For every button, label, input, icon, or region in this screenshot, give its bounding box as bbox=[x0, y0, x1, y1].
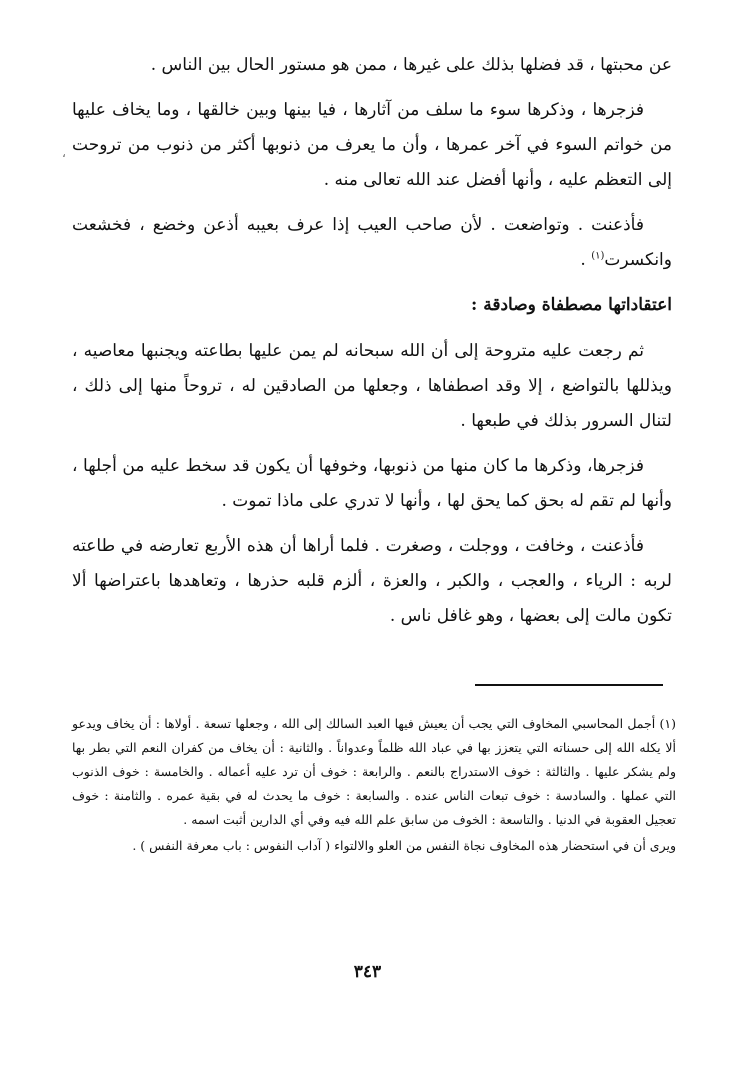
paragraph-6: فأذعنت ، وخافت ، ووجلت ، وصغرت . فلما أراها أن هذه الأربع تعارضه في طاعته لربه : الرياء ، والعجب ، والكبر ، والعزة ، ألزم قلبه حذرها ، وتعاهدها باعتراضها ألا تكون مالت إلى بعضها ، وهو غافل ناس . bbox=[72, 536, 672, 626]
main-text bbox=[72, 48, 672, 644]
paragraph-3 bbox=[72, 208, 672, 278]
paragraph-5: فزجرها، وذكرها ما كان منها من ذنوبها، وخوفها أن يكون قد سخط عليه من أجلها ، وأنها لم تقم له بحق كما يحق لها ، وأنها لا تدري على ماذا تموت . bbox=[72, 456, 672, 511]
footnotes bbox=[72, 712, 676, 860]
margin-mark: ، bbox=[62, 146, 66, 160]
paragraph-4: ثم رجعت عليه متروحة إلى أن الله سبحانه لم يمن عليها بطاعته ويجنبها معاصيه ، ويذللها بالتواضع ، إلا وقد اصطفاها ، وجعلها من الصادقين له ، تروحاً منها إلى ذلك ، لتنال السرور بذلك في طبعها . bbox=[72, 341, 672, 431]
footnote-1: (١) أجمل المحاسبي المخاوف التي يجب أن يعيش فيها العبد السالك إلى الله ، وجعلها تسعة . أولاها : أن يخاف ويدعو ألا يكله الله إلى حسناته التي يتعزز بها في عباد الله ظلماً وعدواناً . والثانية : أن يخاف من كفران النعم التي بطر بها ولم يشكر عليها . والثالثة : خوف الاستدراج بالنعم . والرابعة : خوف أن ترد عليه أعماله . والخامسة : خوف الذنوب التي عملها . والسادسة : خوف تبعات الناس عنده . والسابعة : خوف ما يحدث له في بقية عمره . والثامنة : خوف تعجيل العقوبة في الدنيا . والتاسعة : الخوف من سابق علم الله فيه وفي أي الدارين أثبت اسمه . bbox=[72, 716, 676, 827]
footnote-reference-1[interactable]: (١) bbox=[591, 250, 605, 262]
paragraph-3-text: فأذعنت . وتواضعت . لأن صاحب العيب إذا عرف بعيبه أذعن وخضع ، فخشعت وانكسرت bbox=[72, 215, 672, 270]
paragraph-2: فزجرها ، وذكرها سوء ما سلف من آثارها ، فيا بينها وبين خالقها ، وما يخاف عليها من خواتم السوء في آخر عمرها ، وأن ما يعرف من ذنوبها أكثر من ذنوب من تروحت إلى التعظم عليه ، وأنها أفضل عند الله تعالى منه . bbox=[72, 100, 672, 190]
footnote-2: ويرى أن في استحضار هذه المخاوف نجاة النفس من العلو والالتواء ( آداب النفوس : باب معرفة النفس ) . bbox=[132, 838, 676, 853]
paragraph-3-end: . bbox=[580, 250, 592, 270]
page-number: ٣٤٣ bbox=[353, 962, 382, 982]
footnote-divider bbox=[475, 684, 663, 686]
paragraph-1: عن محبتها ، قد فضلها بذلك على غيرها ، ممن هو مستور الحال بين الناس . bbox=[150, 55, 672, 75]
section-heading: اعتقاداتها مصطفاة وصادقة : bbox=[471, 295, 672, 315]
